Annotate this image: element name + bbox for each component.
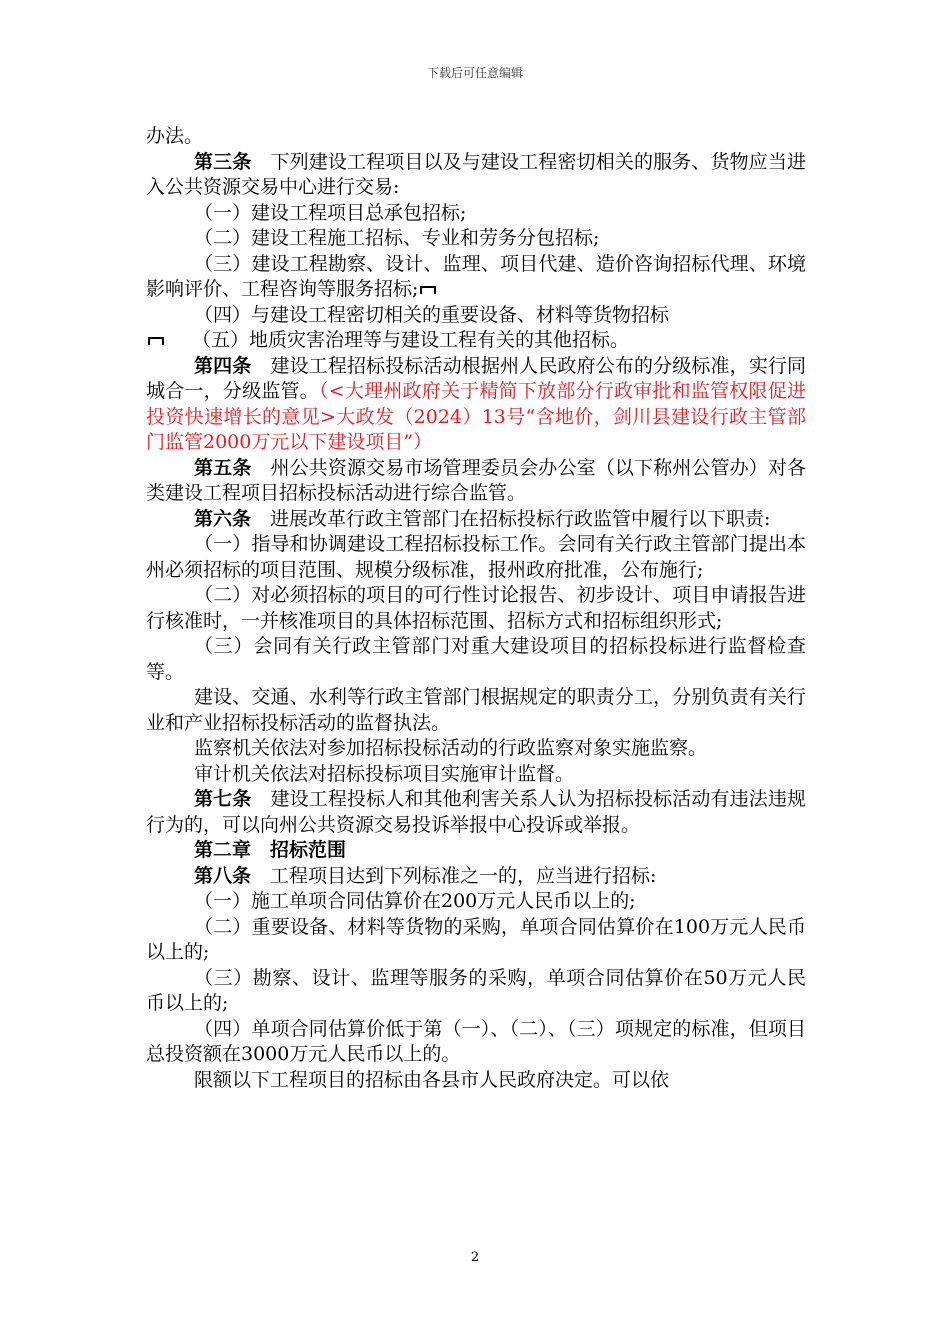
list-item-text: （一）建设工程项目总承包招标; bbox=[194, 201, 467, 224]
list-item-text: （三）会同有关行政主管部门对重大建设项目的招标投标进行监督检查等。 bbox=[146, 635, 806, 683]
list-item bbox=[146, 583, 806, 634]
page-header: 下载后可任意编辑 bbox=[426, 66, 523, 80]
article-text: 工程项目达到下列标准之一的，应当进行招标: bbox=[251, 864, 657, 887]
paragraph bbox=[146, 762, 806, 788]
article-heading: 第七条 bbox=[194, 788, 252, 810]
paragraph-text: 监察机关依法对参加招标投标活动的行政监察对象实施监察。 bbox=[194, 737, 708, 759]
article-text: 进展改革行政主管部门在招标投标行政监管中履行以下职责: bbox=[251, 507, 771, 530]
paragraph-text: 办法。 bbox=[146, 125, 204, 147]
paragraph bbox=[146, 1068, 806, 1094]
list-item-text: （三）建设工程勘察、设计、监理、项目代建、造价咨询招标代理、环境影响评价、工程咨询等服务招标; bbox=[146, 252, 806, 300]
list-item bbox=[146, 915, 806, 966]
document-body bbox=[146, 124, 806, 1093]
paragraph-text: 建设、交通、水利等行政主管部门根据规定的职责分工，分别负责有关行业和产业招标投标活动的监督执法。 bbox=[146, 686, 806, 734]
list-item bbox=[146, 201, 806, 227]
article-heading: 第八条 bbox=[194, 864, 252, 887]
paragraph-text: 审计机关依法对招标投标项目实施审计监督。 bbox=[194, 762, 575, 785]
paragraph bbox=[146, 685, 806, 736]
article-4 bbox=[146, 354, 806, 456]
article-3 bbox=[146, 150, 806, 201]
paragraph-text: 限额以下工程项目的招标由各县市人民政府决定。可以依 bbox=[194, 1068, 670, 1091]
article-heading: 第六条 bbox=[194, 507, 252, 530]
list-item-text: （一）指导和协调建设工程招标投标工作。会同有关行政主管部门提出本州必须招标的项目范围、规模分级标准，报州政府批准，公布施行; bbox=[146, 533, 806, 581]
list-item-text: （二）对必须招标的项目的可行性讨论报告、初步设计、项目申请报告进行核准时，一并核准项目的具体招标范围、招标方式和招标组织形式; bbox=[146, 584, 806, 632]
red-annotation: （<大理州政府关于精简下放部分行政审批和监管权限促进投资快速增长的意见>大政发（2024）13号“含地价，剑川县建设行政主管部门监管2000万元以下建设项目”） bbox=[146, 380, 806, 453]
list-item-text: （四）与建设工程密切相关的重要设备、材料等货物招标 bbox=[194, 303, 670, 326]
article-7 bbox=[146, 787, 806, 838]
paragraph bbox=[146, 124, 806, 150]
article-text: 下列建设工程项目以及与建设工程密切相关的服务、货物应当进入公共资源交易中心进行交易: bbox=[146, 150, 806, 198]
article-6 bbox=[146, 507, 806, 533]
list-item-text: （四）单项合同估算价低于第（一）、（二）、（三）项规定的标准，但项目总投资额在3000万元人民币以上的。 bbox=[146, 1017, 806, 1065]
article-8 bbox=[146, 864, 806, 890]
list-item bbox=[146, 226, 806, 252]
article-5 bbox=[146, 456, 806, 507]
chapter-title bbox=[146, 838, 806, 864]
list-item bbox=[146, 532, 806, 583]
article-heading: 第五条 bbox=[194, 456, 252, 479]
edit-mark-icon bbox=[420, 286, 436, 294]
page-number: 2 bbox=[470, 1250, 480, 1265]
list-item bbox=[146, 1017, 806, 1068]
article-text: 州公共资源交易市场管理委员会办公室（以下称州公管办）对各类建设工程项目招标投标活动进行综合监管。 bbox=[146, 456, 806, 504]
list-item-text: （二）重要设备、材料等货物的采购，单项合同估算价在100万元人民币以上的; bbox=[146, 915, 806, 963]
list-item-text: （二）建设工程施工招标、专业和劳务分包招标; bbox=[194, 227, 600, 249]
article-text: 建设工程招标投标活动根据州人民政府公布的分级标准，实行同城合一，分级监管。 bbox=[146, 354, 806, 402]
list-item bbox=[146, 252, 806, 303]
list-item bbox=[146, 889, 806, 915]
edit-mark-icon bbox=[148, 337, 164, 345]
list-item bbox=[146, 634, 806, 685]
chapter-title-text: 第二章 招标范围 bbox=[194, 839, 347, 861]
article-text: 建设工程投标人和其他利害关系人认为招标投标活动有违法违规行为的，可以向州公共资源交易投诉举报中心投诉或举报。 bbox=[146, 788, 806, 836]
list-item-text: （三）勘察、设计、监理等服务的采购，单项合同估算价在50万元人民币以上的; bbox=[146, 966, 806, 1014]
paragraph bbox=[146, 736, 806, 762]
list-item bbox=[146, 328, 806, 354]
article-heading: 第四条 bbox=[194, 354, 252, 377]
article-heading: 第三条 bbox=[194, 150, 252, 173]
list-item bbox=[146, 303, 806, 329]
list-item bbox=[146, 966, 806, 1017]
list-item-text: （五）地质灾害治理等与建设工程有关的其他招标。 bbox=[192, 329, 630, 351]
list-item-text: （一）施工单项合同估算价在200万元人民币以上的; bbox=[194, 890, 636, 912]
